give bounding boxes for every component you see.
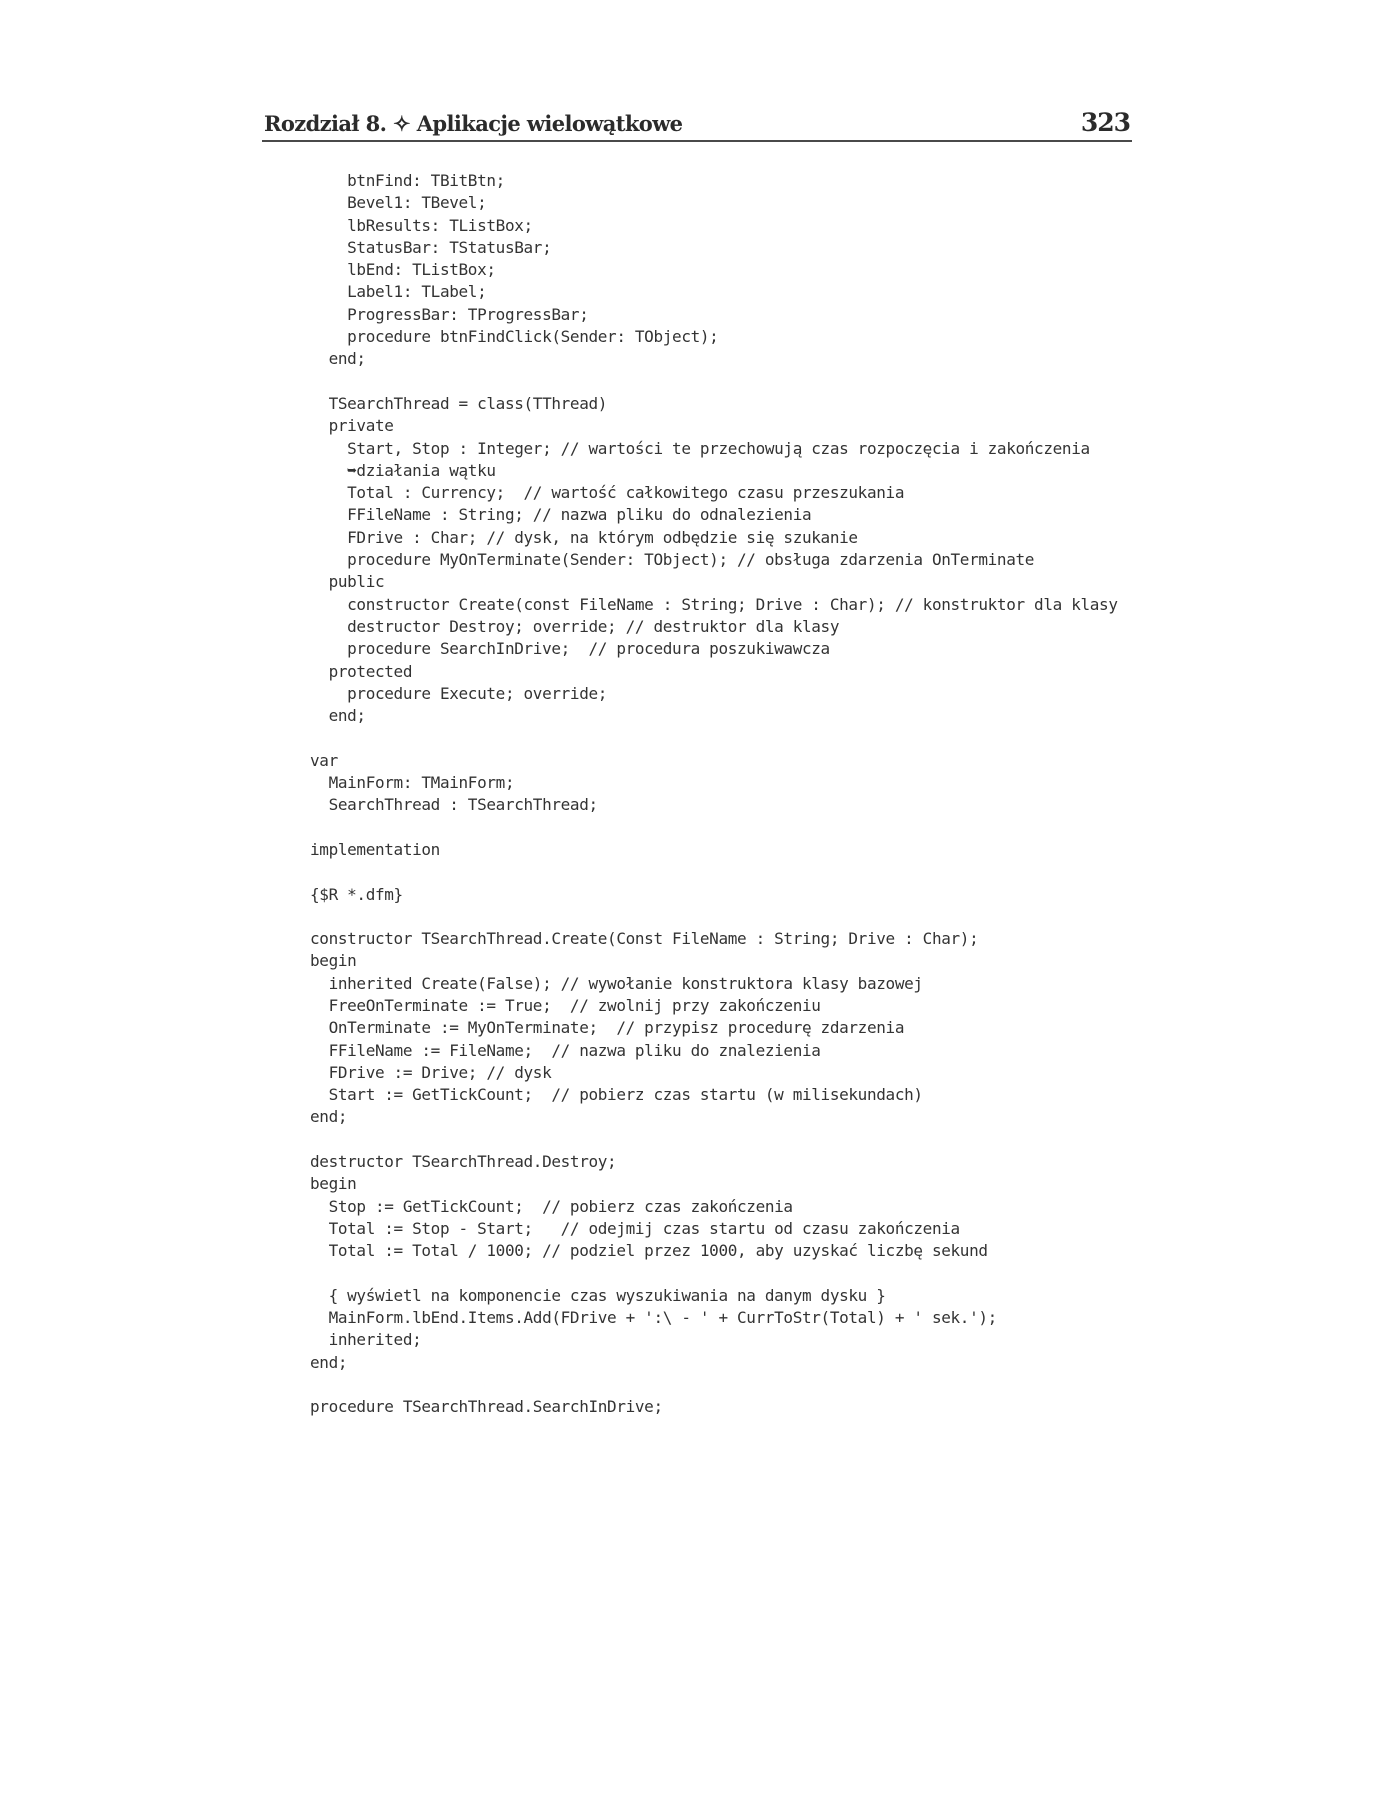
code-line: constructor TSearchThread.Create(Const FileName : String; Drive : Char); — [310, 929, 979, 949]
blank-code-line — [310, 727, 1150, 749]
code-line: Total : Currency; // wartość całkowitego czasu przeszukania — [310, 483, 905, 503]
code-line: var — [310, 750, 338, 770]
blank-code-line — [310, 1374, 1150, 1396]
code-line: private — [310, 416, 394, 436]
code-line: FDrive := Drive; // dysk — [310, 1062, 552, 1082]
code-line: inherited; — [310, 1330, 422, 1350]
code-line: protected — [310, 661, 413, 681]
running-header — [262, 100, 1132, 142]
page-number: 323 — [1080, 108, 1130, 137]
code-listing — [310, 170, 1150, 1419]
code-line: inherited Create(False); // wywołanie konstruktora klasy bazowej — [310, 973, 923, 993]
code-line: TSearchThread = class(TThread) — [310, 393, 608, 413]
code-line: OnTerminate := MyOnTerminate; // przypisz procedurę zdarzenia — [310, 1018, 905, 1038]
chapter-title: Rozdział 8. ✧ Aplikacje wielowątkowe — [264, 111, 683, 136]
code-line: MainForm.lbEnd.Items.Add(FDrive + ':\ - ' + CurrToStr(Total) + ' sek.'); — [310, 1308, 997, 1328]
code-line: destructor Destroy; override; // destruktor dla klasy — [310, 616, 840, 636]
code-line: Bevel1: TBevel; — [310, 193, 487, 213]
code-line: ProgressBar: TProgressBar; — [310, 304, 589, 324]
code-line: ➥działania wątku — [310, 460, 496, 480]
code-line: constructor Create(const FileName : String; Drive : Char); // konstruktor dla klasy — [310, 594, 1118, 614]
code-line: SearchThread : TSearchThread; — [310, 795, 598, 815]
code-line: end; — [310, 706, 366, 726]
code-line: Start := GetTickCount; // pobierz czas startu (w milisekundach) — [310, 1085, 923, 1105]
code-line: procedure TSearchThread.SearchInDrive; — [310, 1397, 663, 1417]
blank-code-line — [310, 906, 1150, 928]
code-line: MainForm: TMainForm; — [310, 773, 515, 793]
code-line: FFileName := FileName; // nazwa pliku do znalezienia — [310, 1040, 821, 1060]
code-line: procedure Execute; override; — [310, 683, 608, 703]
code-line: implementation — [310, 839, 440, 859]
blank-code-line — [310, 1129, 1150, 1151]
blank-code-line — [310, 1263, 1150, 1285]
blank-code-line — [310, 371, 1150, 393]
code-line: begin — [310, 951, 357, 971]
code-line: end; — [310, 349, 366, 369]
code-line: public — [310, 572, 385, 592]
code-line: lbResults: TListBox; — [310, 215, 533, 235]
code-line: Stop := GetTickCount; // pobierz czas zakończenia — [310, 1196, 793, 1216]
code-line: { wyświetl na komponencie czas wyszukiwania na danym dysku } — [310, 1285, 886, 1305]
code-line: lbEnd: TListBox; — [310, 260, 496, 280]
code-line: end; — [310, 1352, 348, 1372]
code-line: procedure btnFindClick(Sender: TObject); — [310, 327, 719, 347]
code-line: btnFind: TBitBtn; — [310, 171, 505, 190]
code-line: FFileName : String; // nazwa pliku do odnalezienia — [310, 505, 812, 525]
code-line: Start, Stop : Integer; // wartości te przechowują czas rozpoczęcia i zakończenia — [310, 438, 1090, 458]
code-line: procedure SearchInDrive; // procedura poszukiwawcza — [310, 639, 830, 659]
blank-code-line — [310, 817, 1150, 839]
blank-code-line — [310, 861, 1150, 883]
code-line: StatusBar: TStatusBar; — [310, 237, 552, 257]
code-line: Label1: TLabel; — [310, 282, 487, 302]
code-line: begin — [310, 1174, 357, 1194]
code-line: FDrive : Char; // dysk, na którym odbędzie się szukanie — [310, 527, 858, 547]
code-line: destructor TSearchThread.Destroy; — [310, 1152, 617, 1172]
code-line: procedure MyOnTerminate(Sender: TObject); // obsługa zdarzenia OnTerminate — [310, 550, 1035, 570]
code-line: FreeOnTerminate := True; // zwolnij przy zakończeniu — [310, 995, 821, 1015]
code-line: Total := Stop - Start; // odejmij czas startu od czasu zakończenia — [310, 1218, 960, 1238]
code-line: Total := Total / 1000; // podziel przez 1000, aby uzyskać liczbę sekund — [310, 1241, 988, 1261]
code-line: end; — [310, 1107, 348, 1127]
code-line: {$R *.dfm} — [310, 884, 403, 904]
